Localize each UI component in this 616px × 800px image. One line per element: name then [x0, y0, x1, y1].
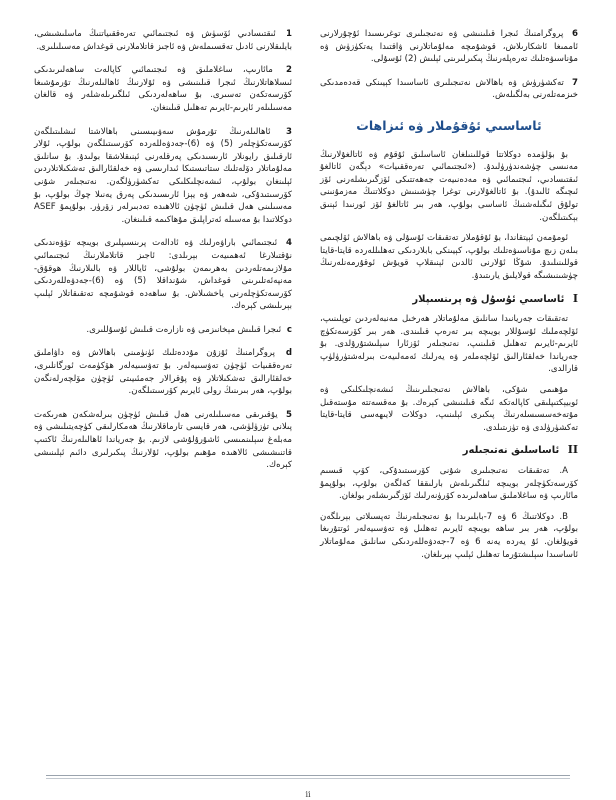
item-text: ئىجتىمائىي باراۋەرلىك ۋە ئادالەت پرىنسىپلىرى بويىچە تۆۋەندىكى نۇقتىلارغا ئەھمىيەت بېرىلدى: ئاجىز قاتلاملارنىڭ ئىجتىمائىي مۇلازىمەتلەردىن بەھرىمەن بولۇشى، ئاياللار ۋە بالىلارنىڭ ھوقۇق-مەنپەئەتلىرىنى قوغداش، شۇنداقلا (5) ۋە (6)-جەدۋەللەردىكى كۆرسەتكۈچلەرنى ياخشىلاش. بۇ ساھەدە قوشۇمچە تەتقىقاتلار ئېلىپ بېرىلىشى كېرەك.: [34, 238, 292, 312]
section-heading-text: ئاساسلىق نەتىجىلەر: [462, 445, 560, 457]
item-number: 6: [572, 29, 578, 39]
list-item: [320, 28, 578, 66]
item-letter: d: [285, 348, 293, 359]
footer-rule: [46, 775, 570, 776]
paragraph: بۇ بۆلۈمدە دوكلاتتا قوللىنىلغان ئاساسلىق ئۇقۇم ۋە ئاتالغۇلارنىڭ مەنىسى چۈشەندۈرۈلىدۇ. («ئىجتىمائىي تەرەققىيات» دېگەن ئاتالغۇ ئىقتىسادىي، ئىجتىمائىي ۋە مەدەنىيەت جەھەتتىكى ئۆزگىرىشلەرنى ئۆز ئىچىگە ئالىدۇ). بۇ ئاتالغۇلارنى توغرا چۈشىنىش دوكلاتنىڭ مەزمۇنىنى تولۇق ئىگىلەشنىڭ ئاساسى بولۇپ، ھەر بىر ئاتالغۇ ئۆز ئورنىدا ئېنىق بېكىتىلگەن.: [320, 149, 578, 223]
section-heading-text: ئاساسىي ئۇسۇل ۋە پرىنسىپلار: [412, 293, 565, 305]
item-number: 1: [286, 29, 292, 39]
list-item: [34, 126, 292, 227]
list-item: [34, 347, 292, 397]
list-item: [34, 28, 292, 53]
list-item: [320, 77, 578, 102]
section-roman-numeral: I: [572, 291, 578, 305]
right-column: [320, 28, 578, 569]
paragraph: تەتقىقات جەريانىدا سانلىق مەلۇماتلار ھەرخىل مەنبەلەردىن توپلىنىپ، ئۆلچەملىك ئۇسۇللار بويىچە بىر تەرەپ قىلىندى. ھەر بىر كۆرسەتكۈچ ئايرىم-ئايرىم تەھلىل قىلىنىپ، نەتىجىلەر ئۆزئارا سېلىشتۇرۇلدى. بۇ جەرياندا خەلقئارالىق ئۆلچەملەر ۋە يەرلىك ئەمەلىيەت بىرلەشتۈرۈلۈپ قارالدى.: [320, 314, 578, 375]
section-heading: [320, 293, 578, 307]
item-text: يۇقىرىقى مەسىلىلەرنى ھەل قىلىش ئۈچۈن بىرلەشكەن ھەرىكەت پىلانى تۈزۈلۈشى، ھەر قايسى تارماقلارنىڭ ھەمكارلىقى كۈچەيتىلىشى ۋە مەبلەغ سېلىنمىسى ئاشۇرۇلۇشى لازىم. بۇ جەرياندا ئاھالىلەرنىڭ ئاكتىپ قاتنىشىشى ئالاھىدە مۇھىم بولۇپ، ئۇلارنىڭ پىكىرلىرى دائىم ئېلىنىشى كېرەك.: [34, 409, 292, 471]
page-number: ii: [305, 790, 311, 799]
section-roman-numeral: II: [567, 443, 578, 457]
paragraph: مۇھىمى شۇكى، باھالاش نەتىجىلىرىنىڭ ئىشەنچلىكلىكى ۋە ئوبيېكتىپلىقى كاپالەتكە ئىگە قىلىنىشى كېرەك. بۇ مەقسەتتە مۇستەقىل مۇتەخەسسىسلەرنىڭ پىكىرى ئېلىنىپ، دوكلات لايىھەسى قايتا-قايتا تەكشۈرۈلدى ۋە تۈزىتىلدى.: [320, 385, 578, 433]
paragraph: B. دوكلاتنىڭ 6 ۋە 7-بابلىرىدا بۇ نەتىجىلەرنىڭ تەپسىلاتى بېرىلگەن بولۇپ، ھەر بىر ساھە بويىچە ئايرىم تەھلىل ۋە تەۋسىيەلەر ئوتتۇرىغا قويۇلغان. ئۇ يەردە يەنە 6 ۋە 7-جەدۋەللەردىكى سانلىق مەلۇماتلار ئاساسىدا سېلىشتۇرما تەھلىل ئېلىپ بېرىلغان.: [320, 511, 578, 560]
list-item: [34, 409, 292, 472]
item-number: 4: [286, 238, 292, 249]
list-item: [34, 64, 292, 114]
item-number: 5: [286, 409, 293, 420]
paragraph: A. تەتقىقات نەتىجىلىرى شۇنى كۆرسىتىدۇكى، كۆپ قىسىم كۆرسەتكۈچلەر بويىچە ئىلگىرىلەش بارلىققا كەلگەن بولۇپ، بولۇپمۇ مائارىپ ۋە ساغلاملىق ساھەلىرىدە كۆرۈنەرلىك ئۆزگىرىشلەر بولغان.: [320, 466, 578, 502]
left-column: [34, 28, 292, 483]
item-text: مائارىپ، ساغلاملىق ۋە ئىجتىمائىي كاپالەت ساھەلىرىدىكى ئىسلاھاتلارنىڭ ئىجرا قىلىنىشى ۋە ئۇلارنىڭ ئاھالىلەرنىڭ تۇرمۇشىغا كۆرسەتكەن تەسىرى. بۇ ساھەلەردىكى ئىلگىرىلەشلەر ۋە قالغان مەسىلىلەر ئايرىم-ئايرىم تەھلىل قىلىنغان.: [34, 65, 292, 113]
item-text: ئاھالىلەرنىڭ تۇرمۇش سەۋىيىسىنى باھالاشتا ئىشلىتىلگەن كۆرسەتكۈچلەر (5) ۋە (6)-جەدۋەللەردە كۆرسىتىلگەن بولۇپ، ئۇلار ئارقىلىق رايونلار ئارىسىدىكى پەرقلەرنى ئېنىقلاشقا بولىدۇ. بۇ سانلىق مەلۇماتلار دۆلەتلىك ستاتىستىكا ئىدارىسى ۋە خەلقئارالىق تەشكىلاتلاردىن ئېلىنغان بولۇپ، ئىشەنچلىكلىكى تەكشۈرۈلگەن. نەتىجىلەر شۇنى كۆرسىتىدۇكى، شەھەر ۋە يېزا ئارىسىدىكى پەرق يەنىلا چوڭ بولۇپ، بۇ مەسىلىنى ھەل قىلىش ئۈچۈن ئالاھىدە تەدبىرلەر زۆرۈر. بولۇپمۇ ASEF دوكلاتىدا بۇ مەسىلە ئەتراپلىق مۇھاكىمە قىلىنغان.: [34, 126, 292, 225]
item-letter: c: [286, 324, 292, 335]
item-number: 7: [572, 77, 578, 88]
item-text: تەكشۈرۈش ۋە باھالاش نەتىجىلىرى ئاساسىدا كېيىنكى قەدەمدىكى خىزمەتلەرنى بەلگىلەش.: [320, 77, 578, 101]
paragraph: ئومۇمەن ئېيتقاندا، بۇ ئۇقۇملار تەتقىقات ئۇسۇلى ۋە باھالاش ئۆلچىمى بىلەن زىچ مۇناسىۋەتلىك بولۇپ، كېيىنكى بابلاردىكى تەھلىللەردە قايتا-قايتا قوللىنىلىدۇ. شۇڭا ئۇلارنى ئالدىن ئېنىقلاپ قويۇش ئوقۇرمەنلەرنىڭ چۈشىنىشىگە قولايلىق يارىتىدۇ.: [320, 233, 578, 281]
item-number: 2: [286, 65, 292, 76]
item-number: 3: [286, 126, 292, 137]
list-item: [34, 237, 292, 313]
item-text: ئىقتىسادىي ئۆسۈش ۋە ئىجتىمائىي تەرەققىياتنىڭ ماسلىشىشى، بايلىقلارنى ئادىل تەقسىملەش ۋە ئاجىز قاتلاملارنى قوغداش مەسىلىلىرى.: [34, 29, 292, 52]
footer-rule-thin: [46, 778, 570, 779]
item-text: پروگرامنىڭ ئۇزۇن مۇددەتلىك ئۈنۈمىنى باھالاش ۋە داۋاملىق تەرەققىيات ئۈچۈن تەۋسىيەلەر. بۇ تەۋسىيەلەر ھۆكۈمەت ئورگانلىرى، خەلقئارالىق تەشكىلاتلار ۋە پۇقرالار جەمئىيىتى ئۈچۈن مۆلچەرلەنگەن بولۇپ، ھەر بىرىنىڭ رولى ئايرىم كۆرسىتىلگەن.: [34, 348, 292, 397]
item-text: ئىجرا قىلىش مېخانىزمى ۋە نازارەت قىلىش ئۇسۇللىرى.: [86, 324, 282, 335]
section-title: ئاساسىي ئۇقۇملار ۋە ئىزاھات: [356, 117, 542, 133]
list-item: [34, 324, 292, 337]
section-heading: [320, 444, 578, 458]
item-text: پروگرامنىڭ ئىجرا قىلىنىشى ۋە نەتىجىلىرى توغرىسىدا ئۇچۇرلارنى ئاممىغا ئاشكارىلاش، قوشۇمچە مەلۇماتلارنى ۋاقتىدا يەتكۈزۈش ۋە مۇناسىۋەتلىك تەرەپلەرنىڭ پىكىرلىرىنى ئېلىش (2) ئۇسۇلى.: [320, 29, 578, 65]
